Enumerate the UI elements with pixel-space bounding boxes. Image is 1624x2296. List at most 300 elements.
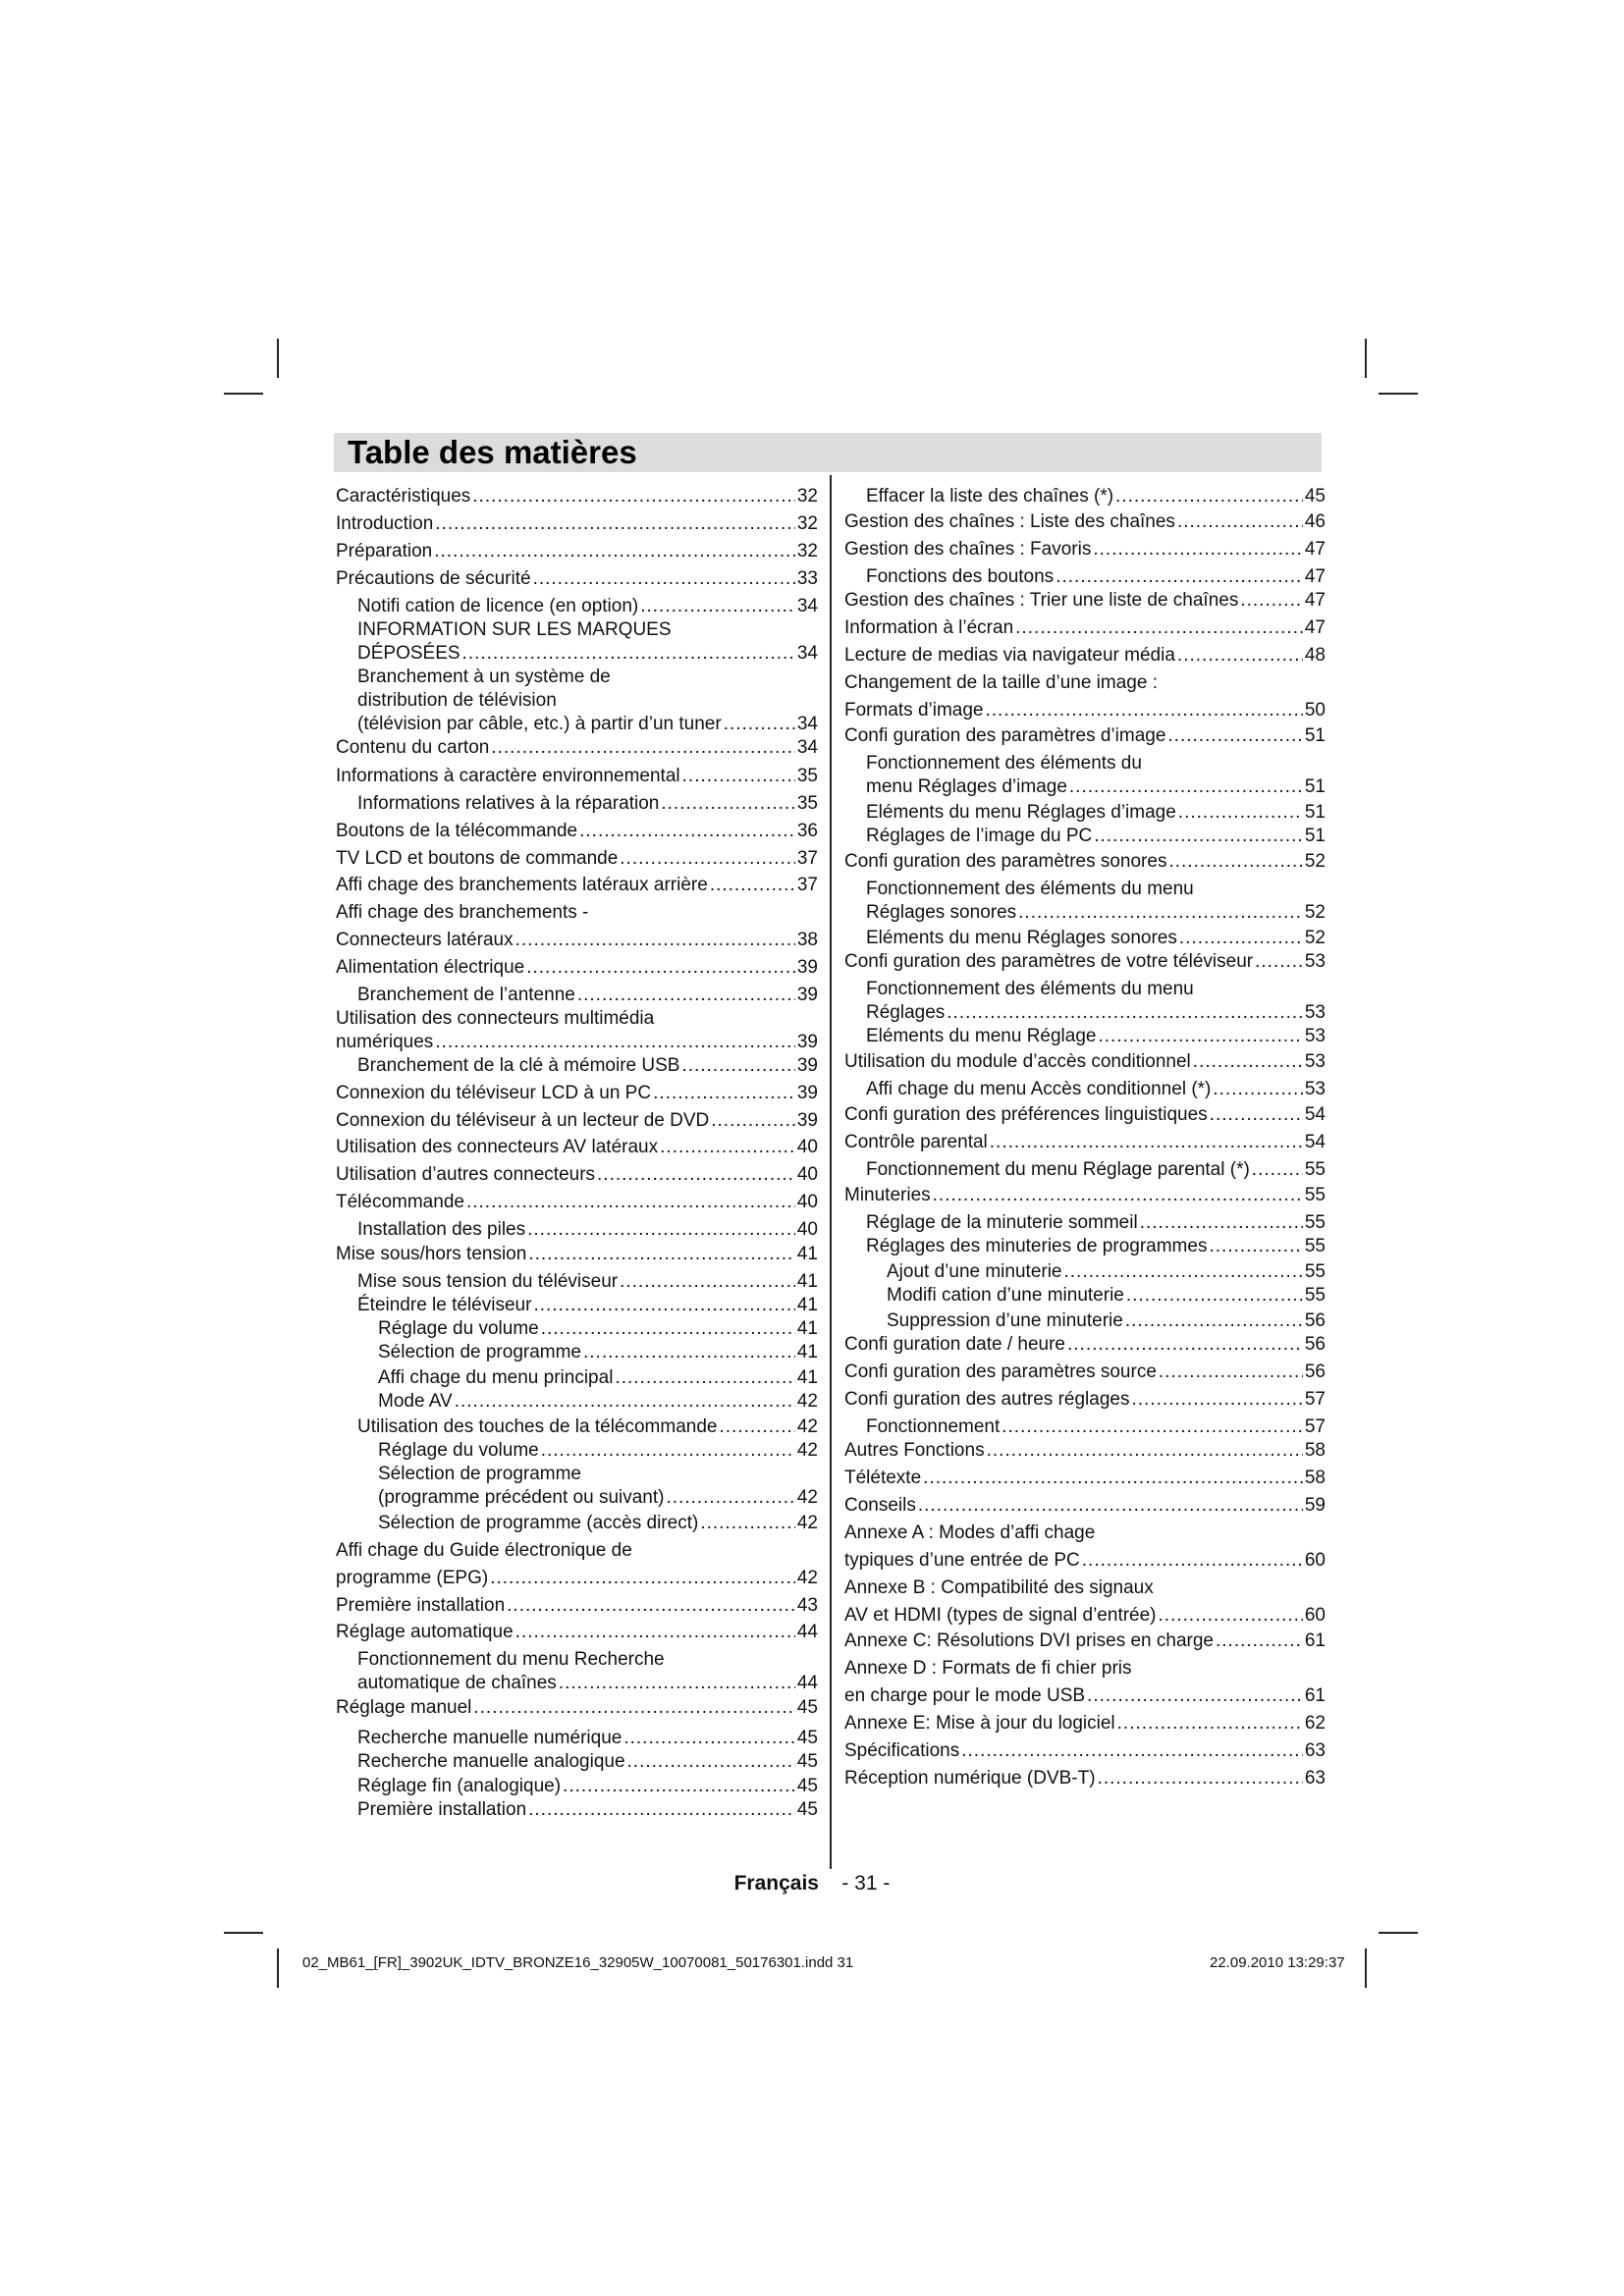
toc-page-number: 41 — [796, 1367, 818, 1388]
toc-entry-text: Mode AV — [378, 1391, 453, 1412]
toc-page-number: 58 — [1304, 1440, 1326, 1461]
toc-entry — [887, 1260, 1326, 1284]
dot-leader — [615, 1366, 794, 1390]
toc-entry — [844, 950, 1326, 974]
toc-entry-text: Première installation — [357, 1799, 527, 1820]
toc-entry — [336, 874, 818, 897]
toc-entry — [844, 510, 1326, 534]
toc-entry — [336, 1109, 818, 1133]
toc-entry-text: Confi guration des paramètres d’image — [844, 725, 1166, 746]
dot-leader — [710, 874, 795, 897]
toc-entry-text: Information à l’écran — [844, 617, 1014, 638]
toc-entry-text: Branchement de l’antenne — [357, 985, 575, 1005]
toc-entry-text: Utilisation d’autres connecteurs — [336, 1164, 596, 1185]
toc-entry-text: Affi chage des branchements - — [336, 902, 589, 923]
toc-page-number: 34 — [796, 596, 818, 616]
dot-leader — [1159, 1604, 1303, 1628]
toc-entry — [844, 699, 1326, 722]
toc-entry — [336, 567, 818, 591]
toc-entry — [357, 1415, 818, 1439]
dot-leader — [627, 1750, 795, 1774]
toc-entry-text: distribution de télévision — [357, 690, 557, 711]
toc-entry — [844, 1712, 1326, 1735]
toc-entry-text: programme (EPG) — [336, 1568, 489, 1588]
dot-leader — [700, 1512, 795, 1535]
toc-entry-text: Contrôle parental — [844, 1132, 988, 1152]
toc-page-number: 61 — [1304, 1685, 1326, 1706]
toc-entry-text: Sélection de programme — [378, 1342, 581, 1362]
toc-entry-text: Informations à caractère environnemental — [336, 766, 680, 786]
toc-entry-text: Fonctions des boutons — [866, 566, 1055, 587]
dot-leader — [1252, 1158, 1303, 1182]
toc-entry — [844, 1494, 1326, 1518]
toc-entry-text: AV et HDMI (types de signal d’entrée) — [844, 1605, 1157, 1626]
toc-entry-text: Réglages de l’image du PC — [866, 826, 1093, 846]
toc-entry-text: (programme précédent ou suivant) — [378, 1487, 665, 1508]
toc-page-number: 57 — [1304, 1389, 1326, 1410]
toc-entry — [336, 929, 818, 952]
toc-entry-text: Mise sous tension du téléviseur — [357, 1271, 619, 1292]
dot-leader — [507, 1594, 795, 1618]
toc-entry — [887, 1284, 1326, 1308]
crop-mark — [1365, 1949, 1367, 1988]
dot-leader — [559, 1672, 795, 1695]
toc-entry-text: Branchement de la clé à mémoire USB — [357, 1055, 680, 1076]
toc-page-number: 42 — [796, 1568, 818, 1588]
toc-entry — [336, 1621, 818, 1644]
toc-page-number: 60 — [1304, 1550, 1326, 1571]
dot-leader — [455, 1390, 795, 1414]
toc-entry — [336, 956, 818, 980]
dot-leader — [1210, 1103, 1303, 1127]
dot-leader — [1213, 1078, 1302, 1101]
toc-page-number: 46 — [1304, 511, 1326, 532]
dot-leader — [528, 1798, 795, 1822]
toc-page-number: 60 — [1304, 1605, 1326, 1626]
toc-entry-text: TV LCD et boutons de commande — [336, 848, 619, 869]
toc-entry — [357, 1775, 818, 1798]
toc-entry — [844, 538, 1326, 561]
toc-page-number: 41 — [796, 1295, 818, 1315]
toc-entry — [357, 1648, 818, 1695]
toc-entry-text: Précautions de sécurité — [336, 568, 531, 589]
dot-leader — [1209, 1235, 1302, 1258]
toc-entry — [336, 1594, 818, 1618]
toc-entry — [844, 1103, 1326, 1127]
toc-entry-text: Annexe A : Modes d’affi chage — [844, 1522, 1096, 1543]
dot-leader — [1179, 927, 1303, 950]
toc-entry-text: Gestion des chaînes : Trier une liste de chaînes — [844, 590, 1239, 611]
crop-mark — [1379, 1932, 1418, 1934]
toc-page-number: 53 — [1304, 1079, 1326, 1099]
dot-leader — [719, 1415, 794, 1439]
crop-mark — [1365, 339, 1367, 378]
toc-page-number: 41 — [796, 1318, 818, 1339]
dot-leader — [1001, 1415, 1303, 1439]
toc-entry — [357, 792, 818, 816]
toc-page-number: 44 — [796, 1622, 818, 1642]
toc-entry-text: Installation des piles — [357, 1219, 526, 1240]
page-title: Table des matières — [348, 434, 637, 470]
dot-leader — [472, 485, 795, 508]
toc-entry-text: Recherche manuelle analogique — [357, 1751, 625, 1772]
dot-leader — [473, 1696, 794, 1720]
toc-page-number: 47 — [1304, 566, 1326, 587]
toc-entry — [357, 984, 818, 1007]
toc-page-number: 37 — [796, 848, 818, 869]
toc-page-number: 52 — [1304, 902, 1326, 923]
dot-leader — [541, 1439, 795, 1463]
toc-page-number: 58 — [1304, 1468, 1326, 1488]
toc-page-number: 55 — [1304, 1261, 1326, 1282]
dot-leader — [1167, 724, 1302, 748]
toc-entry — [357, 1727, 818, 1750]
dot-leader — [1069, 775, 1303, 799]
toc-entry-text: Réglages — [866, 1002, 946, 1023]
toc-entry-text: Alimentation électrique — [336, 957, 525, 978]
footer-page-number: - 31 - — [841, 1872, 891, 1895]
toc-page-number: 59 — [1304, 1495, 1326, 1516]
toc-page-number: 55 — [1304, 1285, 1326, 1306]
dot-leader — [1093, 538, 1303, 561]
toc-entry — [357, 1270, 818, 1294]
toc-page-number: 32 — [796, 541, 818, 561]
toc-page-number: 63 — [1304, 1740, 1326, 1761]
dot-leader — [666, 1486, 794, 1510]
dot-leader — [541, 1317, 795, 1341]
toc-entry — [844, 1388, 1326, 1412]
toc-entry-text: Confi guration des autres réglages — [844, 1389, 1130, 1410]
toc-entry — [866, 1078, 1326, 1101]
dot-leader — [490, 1567, 795, 1590]
toc-entry — [866, 1415, 1326, 1439]
toc-entry-text: Branchement à un système de — [357, 667, 611, 687]
dot-leader — [661, 792, 795, 816]
dot-leader — [583, 1341, 795, 1364]
toc-entry-text: Confi guration des paramètres sonores — [844, 851, 1167, 872]
toc-page-number: 55 — [1304, 1212, 1326, 1233]
dot-leader — [434, 540, 795, 563]
dot-leader — [1216, 1629, 1303, 1653]
dot-leader — [711, 1109, 795, 1133]
toc-entry-text: Affi chage du menu Accès conditionnel (*) — [866, 1079, 1212, 1099]
toc-entry — [866, 1025, 1326, 1048]
dot-leader — [1082, 1549, 1303, 1573]
toc-entry — [866, 878, 1326, 925]
toc-page-number: 42 — [796, 1391, 818, 1412]
toc-page-number: 54 — [1304, 1104, 1326, 1125]
dot-leader — [620, 847, 795, 871]
toc-page-number: 42 — [796, 1487, 818, 1508]
toc-entry — [336, 1082, 818, 1105]
dot-leader — [597, 1163, 795, 1187]
toc-entry — [844, 1333, 1326, 1357]
toc-entry-text: Utilisation des touches de la télécommande — [357, 1416, 718, 1437]
toc-page-number: 39 — [796, 1032, 818, 1052]
toc-entry-text: Eléments du menu Réglages sonores — [866, 928, 1177, 948]
dot-leader — [1177, 510, 1303, 534]
dot-leader — [961, 1739, 1303, 1763]
toc-entry-text: Fonctionnement du menu Réglage parental (*) — [866, 1159, 1250, 1180]
toc-page-number: 53 — [1304, 951, 1326, 972]
toc-entry — [844, 1576, 1326, 1600]
toc-page-number: 41 — [796, 1342, 818, 1362]
toc-entry — [844, 1522, 1326, 1545]
toc-page-number: 50 — [1304, 700, 1326, 721]
toc-entry-text: Réglage fin (analogique) — [357, 1776, 562, 1796]
dot-leader — [1178, 801, 1303, 825]
dot-leader — [1087, 1684, 1303, 1708]
toc-entry — [357, 1798, 818, 1822]
toc-entry — [378, 1366, 818, 1390]
toc-entry-text: Minuteries — [844, 1185, 931, 1205]
toc-entry — [378, 1341, 818, 1364]
toc-entry-text: Gestion des chaînes : Liste des chaînes — [844, 511, 1175, 532]
toc-entry-text: Notifi cation de licence (en option) — [357, 596, 639, 616]
toc-entry-text: Réglage du volume — [378, 1318, 539, 1339]
toc-entry — [378, 1317, 818, 1341]
toc-page-number: 32 — [796, 513, 818, 534]
crop-mark — [1379, 393, 1418, 395]
crop-mark — [224, 1932, 263, 1934]
dot-leader — [640, 595, 795, 618]
dot-leader — [1098, 1767, 1303, 1790]
toc-entry-text: Caractéristiques — [336, 486, 471, 507]
toc-entry-text: Réglage de la minuterie sommeil — [866, 1212, 1138, 1233]
toc-entry-text: Télétexte — [844, 1468, 922, 1488]
toc-entry-text: Eléments du menu Réglages d’image — [866, 802, 1176, 823]
dot-leader — [986, 699, 1303, 722]
dot-leader — [1015, 616, 1303, 640]
toc-page-number: 45 — [796, 1697, 818, 1718]
toc-entry — [866, 927, 1326, 950]
dot-leader — [1240, 589, 1303, 613]
toc-entry — [844, 589, 1326, 613]
toc-entry — [844, 1050, 1326, 1074]
toc-entry — [844, 850, 1326, 874]
toc-page-number: 40 — [796, 1219, 818, 1240]
toc-page-number: 54 — [1304, 1132, 1326, 1152]
toc-entry-text: Fonctionnement des éléments du — [866, 753, 1142, 774]
toc-entry-text: Annexe E: Mise à jour du logiciel — [844, 1713, 1115, 1734]
crop-mark — [277, 1949, 279, 1988]
toc-entry — [844, 1131, 1326, 1154]
toc-entry-text: Recherche manuelle numérique — [357, 1728, 623, 1748]
toc-entry-text: Effacer la liste des chaînes (*) — [866, 486, 1114, 507]
toc-entry — [336, 512, 818, 536]
toc-page-number: 39 — [796, 985, 818, 1005]
toc-entry — [357, 1750, 818, 1774]
toc-entry — [336, 1696, 818, 1720]
toc-entry-text: Confi guration date / heure — [844, 1334, 1065, 1355]
toc-entry — [336, 1191, 818, 1214]
toc-entry-text: Affi chage des branchements latéraux arrière — [336, 875, 708, 895]
dot-leader — [918, 1494, 1303, 1518]
dot-leader — [491, 736, 795, 760]
toc-entry-text: Fonctionnement — [866, 1416, 1001, 1437]
toc-entry — [887, 1309, 1326, 1333]
dot-leader — [579, 820, 795, 843]
toc-entry — [866, 801, 1326, 825]
toc-entry-text: automatique de chaînes — [357, 1673, 557, 1693]
toc-page-number: 43 — [796, 1595, 818, 1616]
toc-entry — [844, 1439, 1326, 1463]
toc-entry — [844, 1739, 1326, 1763]
toc-entry-text: Annexe B : Compatibilité des signaux — [844, 1577, 1154, 1598]
dot-leader — [577, 984, 795, 1007]
toc-entry-text: Lecture de medias via navigateur média — [844, 645, 1175, 666]
toc-entry — [336, 1163, 818, 1187]
toc-page-number: 45 — [796, 1728, 818, 1748]
toc-page-number: 41 — [796, 1271, 818, 1292]
toc-page-number: 37 — [796, 875, 818, 895]
toc-page-number: 53 — [1304, 1051, 1326, 1072]
dot-leader — [1064, 1260, 1303, 1284]
toc-entry — [357, 595, 818, 618]
toc-entry — [844, 1629, 1326, 1653]
toc-page-number: 47 — [1304, 617, 1326, 638]
toc-entry-text: Réglage automatique — [336, 1622, 514, 1642]
toc-entry — [844, 1684, 1326, 1708]
toc-page-number: 51 — [1304, 776, 1326, 797]
toc-entry-text: Introduction — [336, 513, 434, 534]
toc-page-number: 35 — [796, 766, 818, 786]
dot-leader — [466, 1191, 795, 1214]
toc-page-number: 56 — [1304, 1334, 1326, 1355]
dot-leader — [724, 713, 795, 736]
toc-entry-text: Affi chage du Guide électronique de — [336, 1540, 632, 1561]
toc-page-number: 48 — [1304, 645, 1326, 666]
toc-page-number: 55 — [1304, 1236, 1326, 1256]
toc-entry-text: Réglages des minuteries de programmes — [866, 1236, 1208, 1256]
dot-leader — [1117, 1712, 1303, 1735]
toc-entry-text: Mise sous/hors tension — [336, 1244, 527, 1264]
toc-entry-text: menu Réglages d’image — [866, 776, 1067, 797]
toc-page-number: 38 — [796, 930, 818, 950]
page-footer — [0, 1872, 1624, 1896]
toc-entry — [844, 1184, 1326, 1207]
toc-entry — [844, 1549, 1326, 1573]
toc-entry-text: Autres Fonctions — [844, 1440, 985, 1461]
toc-entry-text: Conseils — [844, 1495, 916, 1516]
toc-entry — [844, 671, 1326, 695]
toc-entry-text: Affi chage du menu principal — [378, 1367, 614, 1388]
toc-page-number: 39 — [796, 1083, 818, 1103]
toc-page-number: 34 — [796, 737, 818, 758]
toc-entry-text: Connexion du téléviseur LCD à un PC — [336, 1083, 652, 1103]
toc-page-number: 62 — [1304, 1713, 1326, 1734]
toc-entry-text: Annexe D : Formats de fi chier pris — [844, 1658, 1132, 1679]
toc-entry-text: INFORMATION SUR LES MARQUES — [357, 619, 672, 640]
toc-page-number: 34 — [796, 714, 818, 734]
toc-entry-text: Utilisation des connecteurs AV latéraux — [336, 1137, 659, 1157]
toc-page-number: 56 — [1304, 1362, 1326, 1382]
dot-leader — [620, 1270, 795, 1294]
toc-page-number: 53 — [1304, 1026, 1326, 1046]
toc-entry — [336, 1539, 818, 1563]
dot-leader — [435, 1031, 795, 1054]
toc-page-number: 61 — [1304, 1630, 1326, 1651]
toc-entry — [336, 765, 818, 788]
toc-entry — [378, 1512, 818, 1535]
toc-entry — [336, 1567, 818, 1590]
toc-entry-text: Télécommande — [336, 1192, 464, 1212]
toc-page-number: 32 — [796, 486, 818, 507]
toc-entry — [866, 1211, 1326, 1235]
toc-page-number: 42 — [796, 1513, 818, 1533]
dot-leader — [528, 1243, 795, 1266]
toc-entry — [866, 825, 1326, 848]
dot-leader — [1140, 1211, 1303, 1235]
toc-entry — [336, 1007, 818, 1054]
toc-page-number: 42 — [796, 1416, 818, 1437]
toc-entry-text: Spécifications — [844, 1740, 960, 1761]
dot-leader — [1125, 1309, 1303, 1333]
dot-leader — [1131, 1388, 1302, 1412]
toc-entry-text: Suppression d’une minuterie — [887, 1310, 1123, 1331]
toc-entry-text: numériques — [336, 1032, 434, 1052]
toc-entry — [357, 666, 818, 736]
toc-page-number: 57 — [1304, 1416, 1326, 1437]
dot-leader — [526, 956, 795, 980]
dot-leader — [990, 1131, 1303, 1154]
toc-page-number: 44 — [796, 1673, 818, 1693]
toc-page-number: 45 — [796, 1799, 818, 1820]
toc-page-number: 56 — [1304, 1310, 1326, 1331]
toc-entry — [357, 618, 818, 666]
toc-page-number: 45 — [796, 1751, 818, 1772]
toc-page-number: 39 — [796, 1110, 818, 1131]
print-slug-file: 02_MB61_[FR]_3902UK_IDTV_BRONZE16_32905W_10070081_50176301.indd 31 — [302, 1954, 854, 1971]
toc-entry-text: (télévision par câble, etc.) à partir d’un tuner — [357, 714, 722, 734]
toc-entry-text: Utilisation des connecteurs multimédia — [336, 1008, 655, 1029]
toc-entry-text: Réglage manuel — [336, 1697, 472, 1718]
dot-leader — [681, 1054, 794, 1078]
toc-page-number: 55 — [1304, 1185, 1326, 1205]
toc-page-number: 52 — [1304, 851, 1326, 872]
toc-entry-text: Ajout d’une minuterie — [887, 1261, 1062, 1282]
dot-leader — [1098, 1025, 1302, 1048]
toc-entry — [336, 901, 818, 925]
toc-entry-text: Première installation — [336, 1595, 506, 1616]
dot-leader — [1177, 644, 1303, 667]
toc-entry — [357, 1218, 818, 1242]
dot-leader — [533, 1294, 794, 1317]
toc-entry — [844, 1604, 1326, 1628]
toc-page-number: 40 — [796, 1164, 818, 1185]
dot-leader — [515, 1621, 795, 1644]
footer-language: Français — [733, 1872, 819, 1895]
toc-entry — [336, 847, 818, 871]
toc-entry-text: Eléments du menu Réglage — [866, 1026, 1097, 1046]
toc-entry — [866, 565, 1326, 589]
dot-leader — [533, 567, 795, 591]
toc-entry-text: DÉPOSÉES — [357, 643, 460, 664]
toc-entry-text: Annexe C: Résolutions DVI prises en charge — [844, 1630, 1214, 1651]
dot-leader — [623, 1727, 795, 1750]
toc-page-number: 51 — [1304, 725, 1326, 746]
toc-page-number: 45 — [796, 1776, 818, 1796]
toc-entry-text: Réglages sonores — [866, 902, 1017, 923]
toc-entry — [844, 1767, 1326, 1790]
toc-entry — [336, 1243, 818, 1266]
toc-entry-text: Fonctionnement des éléments du menu — [866, 979, 1194, 999]
toc-entry-text: typiques d’une entrée de PC — [844, 1550, 1080, 1571]
toc-entry-text: Utilisation du module d’accès conditionnel — [844, 1051, 1191, 1072]
toc-entry-text: Changement de la taille d’une image : — [844, 672, 1158, 693]
crop-mark — [224, 393, 263, 395]
dot-leader — [462, 642, 795, 666]
